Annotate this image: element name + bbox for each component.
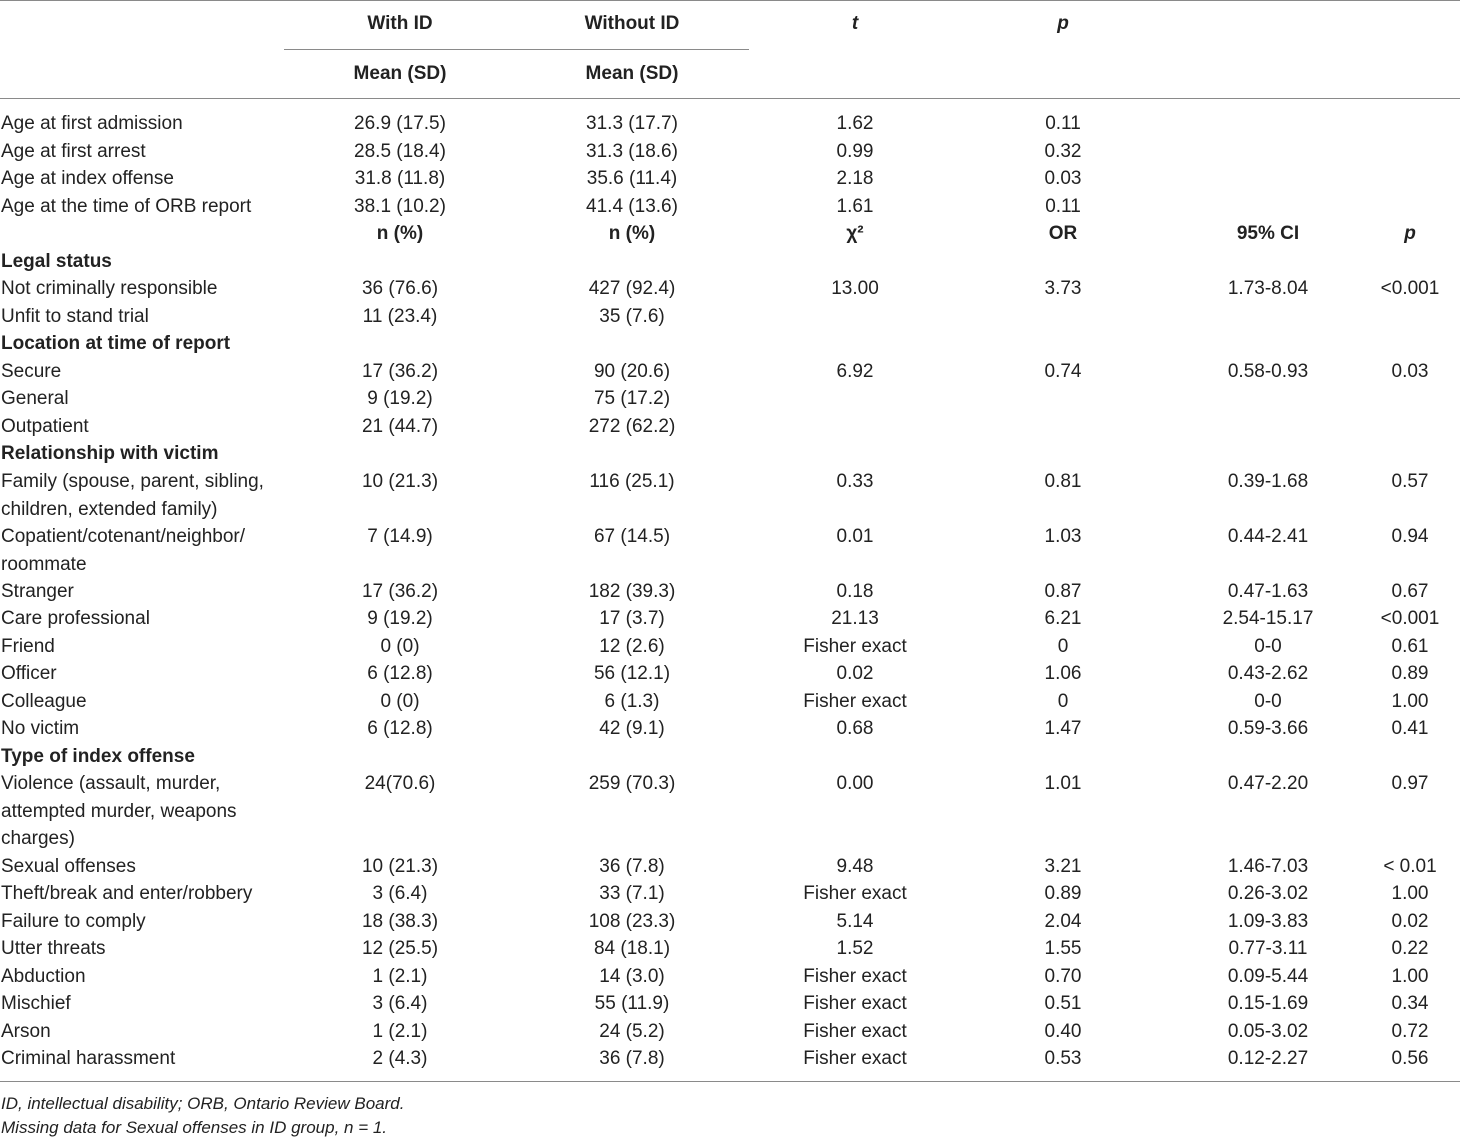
row-label: Not criminally responsible (1, 278, 218, 299)
cell-p: 0.89 (1391, 663, 1429, 684)
cell-p: 0.11 (1045, 196, 1081, 217)
cell-ci: 0.47-1.63 (1227, 581, 1309, 602)
cell-without: 6 (1.3) (604, 691, 660, 712)
cell-t: 1.61 (836, 196, 874, 217)
cell-ci: 2.54-15.17 (1222, 608, 1314, 629)
cell-chi: 1.52 (836, 938, 874, 959)
cell-or: 3.21 (1044, 856, 1082, 877)
cell-with: 18 (38.3) (361, 911, 439, 932)
cell-p: 0.32 (1044, 141, 1082, 162)
cell-or: 0.70 (1044, 966, 1082, 987)
row-label: Copatient/cotenant/neighbor/ roommate (1, 526, 246, 575)
cell-chi: 9.48 (836, 856, 874, 877)
cell-without: 31.3 (18.6) (586, 141, 678, 162)
col-header-ci: 95% CI (1236, 223, 1300, 244)
col-header-n-without: n (%) (608, 223, 656, 244)
cell-or: 1.03 (1044, 526, 1082, 547)
row-label: Secure (1, 361, 62, 382)
cell-without: 33 (7.1) (599, 883, 665, 904)
cell-or: 0.51 (1044, 993, 1082, 1014)
cell-p: 0.56 (1391, 1048, 1429, 1069)
cell-ci: 1.73-8.04 (1227, 278, 1309, 299)
cell-p: <0.001 (1380, 608, 1440, 629)
cell-or: 0 (1057, 636, 1069, 657)
cell-or: 0.53 (1044, 1048, 1082, 1069)
cell-chi: 0.18 (836, 581, 874, 602)
cell-or: 1.06 (1044, 663, 1082, 684)
cell-without: 427 (92.4) (588, 278, 676, 299)
cell-without: 36 (7.8) (599, 1048, 665, 1069)
cell-chi: Fisher exact (803, 1048, 907, 1069)
cell-ci: 0.58-0.93 (1227, 361, 1309, 382)
cell-without: 182 (39.3) (588, 581, 676, 602)
cell-ci: 0.39-1.68 (1227, 471, 1309, 492)
row-label: Abduction (1, 966, 86, 987)
cell-with: 12 (25.5) (361, 938, 439, 959)
cell-ci: 0-0 (1254, 691, 1282, 712)
cell-chi: 0.02 (836, 663, 874, 684)
col-subheader-mean-sd-without: Mean (SD) (585, 63, 679, 84)
table-top-rule (0, 0, 1460, 1)
row-label: Care professional (1, 608, 150, 629)
cell-with: 9 (19.2) (367, 608, 433, 629)
cell-ci: 0.12-2.27 (1227, 1048, 1309, 1069)
cell-p: 1.00 (1391, 883, 1429, 904)
cell-with: 0 (0) (380, 636, 420, 657)
cell-with: 2 (4.3) (372, 1048, 428, 1069)
cell-with: 36 (76.6) (361, 278, 439, 299)
row-label: Age at the time of ORB report (1, 196, 252, 217)
row-label: Sexual offenses (1, 856, 136, 877)
row-label: Unfit to stand trial (1, 306, 149, 327)
cell-without: 90 (20.6) (593, 361, 671, 382)
cell-ci: 0.47-2.20 (1227, 773, 1309, 794)
col-header-without-id: Without ID (584, 13, 680, 34)
section-title: Legal status (1, 251, 112, 272)
row-label: Age at index offense (1, 168, 174, 189)
cell-or: 3.73 (1044, 278, 1082, 299)
cell-without: 41.4 (13.6) (586, 196, 678, 217)
row-label: Violence (assault, murder, attempted murder, weapons charges) (1, 773, 237, 849)
cell-or: 0.81 (1044, 471, 1082, 492)
cell-ci: 0.77-3.11 (1228, 938, 1308, 959)
row-label: Criminal harassment (1, 1048, 176, 1069)
section-title: Type of index offense (1, 746, 195, 767)
cell-without: 35.6 (11.4) (586, 168, 678, 189)
cell-with: 38.1 (10.2) (354, 196, 446, 217)
row-label: Stranger (1, 581, 74, 602)
row-label: Utter threats (1, 938, 106, 959)
cell-p: <0.001 (1380, 278, 1440, 299)
cell-chi: Fisher exact (803, 966, 907, 987)
cell-chi: Fisher exact (803, 691, 907, 712)
cell-t: 0.99 (836, 141, 874, 162)
cell-chi: 13.00 (831, 278, 879, 299)
cell-p: 0.02 (1391, 911, 1429, 932)
cell-ci: 0.44-2.41 (1227, 526, 1309, 547)
cell-p: 0.03 (1391, 361, 1429, 382)
cell-without: 14 (3.0) (599, 966, 665, 987)
cell-with: 17 (36.2) (361, 361, 439, 382)
cell-with: 28.5 (18.4) (354, 141, 446, 162)
cell-or: 1.47 (1044, 718, 1082, 739)
cell-without: 116 (25.1) (589, 471, 675, 492)
cell-ci: 0.59-3.66 (1227, 718, 1309, 739)
cell-with: 17 (36.2) (361, 581, 439, 602)
cell-without: 75 (17.2) (593, 388, 671, 409)
row-label: Outpatient (1, 416, 89, 437)
cell-p: 1.00 (1391, 691, 1429, 712)
col-header-with-id: With ID (367, 13, 433, 34)
cell-with: 3 (6.4) (372, 883, 428, 904)
cell-with: 10 (21.3) (361, 856, 439, 877)
row-label: Colleague (1, 691, 87, 712)
col-header-p: p (1057, 13, 1069, 34)
header-bottom-rule (0, 98, 1460, 99)
row-label: Arson (1, 1021, 51, 1042)
col-header-chi: χ² (846, 223, 864, 244)
cell-or: 0.40 (1044, 1021, 1082, 1042)
cell-chi: 0.00 (836, 773, 874, 794)
cell-with: 1 (2.1) (372, 1021, 428, 1042)
cell-chi: Fisher exact (803, 636, 907, 657)
cell-ci: 1.09-3.83 (1227, 911, 1309, 932)
cell-or: 0.89 (1044, 883, 1082, 904)
cell-chi: 0.33 (836, 471, 874, 492)
row-label: Age at first admission (1, 113, 183, 134)
col-header-or: OR (1048, 223, 1078, 244)
col-header-p2: p (1404, 223, 1416, 244)
cell-with: 6 (12.8) (367, 718, 433, 739)
cell-ci: 0.26-3.02 (1227, 883, 1309, 904)
cell-ci: 0.15-1.69 (1227, 993, 1309, 1014)
table-bottom-rule (0, 1081, 1460, 1082)
cell-without: 36 (7.8) (599, 856, 665, 877)
cell-ci: 0.43-2.62 (1227, 663, 1309, 684)
cell-with: 0 (0) (380, 691, 420, 712)
cell-p: 0.03 (1044, 168, 1082, 189)
cell-p: 0.67 (1391, 581, 1429, 602)
cell-or: 0.74 (1044, 361, 1082, 382)
footnote-abbreviations: ID, intellectual disability; ORB, Ontario Review Board. (1, 1094, 405, 1113)
cell-or: 6.21 (1044, 608, 1082, 629)
cell-without: 42 (9.1) (599, 718, 665, 739)
col-subheader-mean-sd-with: Mean (SD) (353, 63, 447, 84)
footnote-missing-data: Missing data for Sexual offenses in ID group, n = 1. (1, 1118, 388, 1137)
row-label: Age at first arrest (1, 141, 146, 162)
cell-without: 84 (18.1) (593, 938, 671, 959)
cell-p: 0.34 (1391, 993, 1429, 1014)
row-label: Theft/break and enter/robbery (1, 883, 253, 904)
section-title: Relationship with victim (1, 443, 219, 464)
cell-p: 0.97 (1391, 773, 1429, 794)
cell-chi: Fisher exact (803, 1021, 907, 1042)
cell-with: 10 (21.3) (361, 471, 439, 492)
section-title: Location at time of report (1, 333, 231, 354)
cell-or: 2.04 (1044, 911, 1082, 932)
cell-without: 24 (5.2) (599, 1021, 665, 1042)
cell-with: 11 (23.4) (362, 306, 438, 327)
cell-p: 0.11 (1045, 113, 1081, 134)
cell-without: 35 (7.6) (599, 306, 665, 327)
cell-with: 1 (2.1) (372, 966, 428, 987)
cell-t: 2.18 (836, 168, 874, 189)
row-label: Family (spouse, parent, sibling, children, extended family) (1, 471, 264, 520)
row-label: Officer (1, 663, 57, 684)
cell-without: 67 (14.5) (593, 526, 671, 547)
cell-with: 3 (6.4) (372, 993, 428, 1014)
cell-p: 0.72 (1391, 1021, 1429, 1042)
cell-or: 0.87 (1044, 581, 1082, 602)
cell-ci: 0.05-3.02 (1227, 1021, 1309, 1042)
cell-chi: Fisher exact (803, 883, 907, 904)
cell-with: 31.8 (11.8) (354, 168, 446, 189)
cell-chi: 6.92 (836, 361, 874, 382)
cell-with: 7 (14.9) (367, 526, 433, 547)
cell-with: 9 (19.2) (367, 388, 433, 409)
cell-or: 0 (1057, 691, 1069, 712)
cell-p: 0.94 (1391, 526, 1429, 547)
cell-without: 55 (11.9) (594, 993, 670, 1014)
cell-or: 1.01 (1044, 773, 1082, 794)
cell-p: 0.61 (1391, 636, 1429, 657)
cell-p: < 0.01 (1383, 856, 1437, 877)
cell-without: 12 (2.6) (599, 636, 665, 657)
cell-with: 21 (44.7) (361, 416, 439, 437)
cell-without: 259 (70.3) (588, 773, 676, 794)
cell-chi: Fisher exact (803, 993, 907, 1014)
cell-without: 17 (3.7) (599, 608, 665, 629)
row-label: Mischief (1, 993, 71, 1014)
cell-chi: 0.01 (836, 526, 874, 547)
row-label: No victim (1, 718, 80, 739)
cell-chi: 21.13 (831, 608, 879, 629)
row-label: Failure to comply (1, 911, 146, 932)
cell-p: 0.41 (1391, 718, 1429, 739)
cell-p: 1.00 (1391, 966, 1429, 987)
cell-without: 56 (12.1) (593, 663, 671, 684)
cell-with: 6 (12.8) (367, 663, 433, 684)
cell-with: 24(70.6) (364, 773, 436, 794)
cell-without: 272 (62.2) (588, 416, 676, 437)
header-sub-rule (284, 49, 749, 50)
cell-with: 26.9 (17.5) (354, 113, 446, 134)
cell-without: 108 (23.3) (588, 911, 676, 932)
cell-p: 0.57 (1391, 471, 1429, 492)
cell-t: 1.62 (836, 113, 874, 134)
cell-chi: 0.68 (836, 718, 874, 739)
row-label: General (1, 388, 69, 409)
cell-ci: 0.09-5.44 (1227, 966, 1309, 987)
cell-chi: 5.14 (836, 911, 874, 932)
cell-ci: 0-0 (1254, 636, 1282, 657)
col-header-n-with: n (%) (376, 223, 424, 244)
cell-p: 0.22 (1391, 938, 1429, 959)
cell-ci: 1.46-7.03 (1227, 856, 1309, 877)
row-label: Friend (1, 636, 55, 657)
cell-without: 31.3 (17.7) (586, 113, 678, 134)
cell-or: 1.55 (1044, 938, 1082, 959)
col-header-t: t (851, 13, 859, 34)
